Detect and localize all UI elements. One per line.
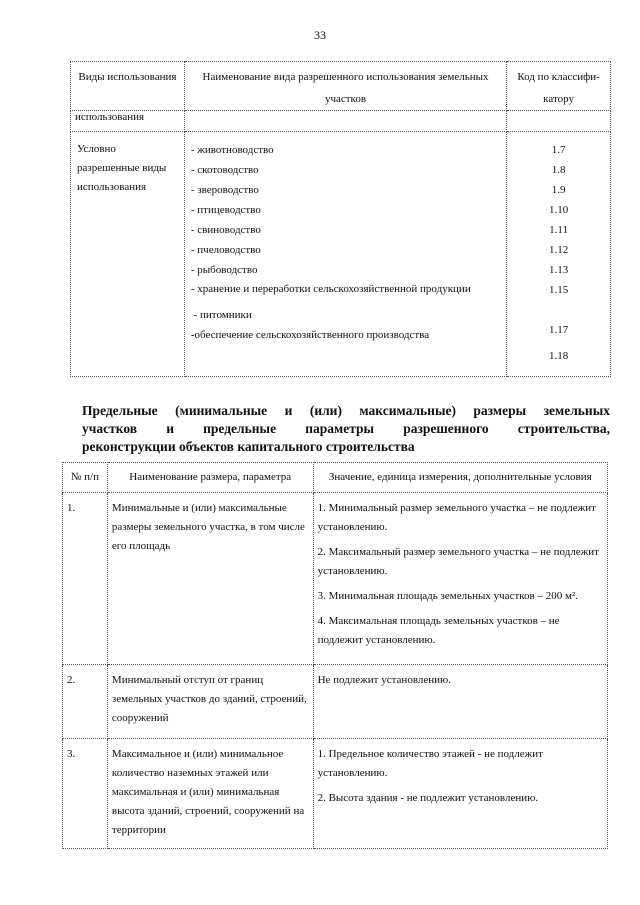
header-param-name: Наименование размера, параметра <box>107 463 313 493</box>
list-item: - рыбоводство <box>190 264 258 276</box>
condition-text: 2. Высота здания - не подлежит установлению. <box>317 792 539 804</box>
parameters-table <box>62 462 608 849</box>
code-item: 1.11 <box>549 224 568 236</box>
header-use-name: Наименование вида разрешенного использования земельных участков <box>184 62 506 111</box>
param-value <box>313 493 607 665</box>
code-item: 1.10 <box>548 204 569 216</box>
table-row <box>71 132 611 377</box>
list-item: - животноводство <box>190 144 274 156</box>
code-item: 1.9 <box>551 184 566 196</box>
list-item: - пчеловодство <box>190 244 261 256</box>
use-list <box>184 132 506 377</box>
heading-line: Предельные (минимальные и (или) максимальные) размеры земельных <box>82 403 610 418</box>
list-item: -обеспечение сельскохозяйственного производства <box>190 329 430 341</box>
list-item: - свиноводство <box>190 224 261 236</box>
header-value: Значение, единица измерения, дополнительные условия <box>313 463 607 493</box>
list-item: - птицеводство <box>190 204 261 216</box>
table-row <box>63 739 608 849</box>
param-name: Максимальное и (или) минимальное количество наземных этажей или максимальная и (или) минимальная высота зданий, строений, сооружений на территории <box>107 739 313 849</box>
list-item: - хранение и переработки сельскохозяйственной продукции <box>190 283 471 295</box>
condition-text: 4. Максимальная площадь земельных участков – не подлежит установлению. <box>317 615 560 646</box>
condition-text: 3. Минимальная площадь земельных участков – 200 м². <box>317 590 578 602</box>
row-number: 2. <box>63 665 108 739</box>
code-item: 1.8 <box>551 164 566 176</box>
heading-line: реконструкции объектов капитального строительства <box>82 439 415 454</box>
table-subrow <box>71 111 611 132</box>
code-item: 1.15 <box>548 284 569 296</box>
row-number: 1. <box>63 493 108 665</box>
group-label: Условно разрешенные виды использования <box>71 132 185 377</box>
table-header-row <box>63 463 608 493</box>
code-item: 1.17 <box>548 324 569 336</box>
page-number: 33 <box>314 28 326 42</box>
condition-text: 2. Максимальный размер земельного участка – не подлежит установлению. <box>317 546 599 577</box>
permitted-use-table <box>70 61 611 377</box>
header-code: Код по классифи-катору <box>507 62 611 111</box>
row-number: 3. <box>63 739 108 849</box>
table-row <box>63 493 608 665</box>
code-list <box>507 132 611 377</box>
code-item: 1.13 <box>548 264 569 276</box>
list-item: - питомники <box>190 309 252 321</box>
param-name: Минимальные и (или) максимальные размеры земельного участка, в том числе его площадь <box>107 493 313 665</box>
heading-line: участков и предельные параметры разрешенного строительства, <box>82 421 610 436</box>
code-item: 1.7 <box>551 144 566 156</box>
subrow-label: использования <box>71 111 185 132</box>
condition-text: 1. Минимальный размер земельного участка – не подлежит установлению. <box>317 502 596 533</box>
condition-text: 1. Предельное количество этажей - не подлежит установлению. <box>317 748 543 779</box>
table-row <box>63 665 608 739</box>
header-num: № п/п <box>63 463 108 493</box>
table-header-row <box>71 62 611 111</box>
list-item: - звероводство <box>190 184 259 196</box>
condition-text: Не подлежит установлению. <box>317 674 451 686</box>
header-types: Виды использования <box>71 62 185 111</box>
list-item: - скотоводство <box>190 164 259 176</box>
param-name: Минимальный отступ от границ земельных участков до зданий, строений, сооружений <box>107 665 313 739</box>
param-value <box>313 665 607 739</box>
code-item: 1.18 <box>548 350 569 362</box>
code-item: 1.12 <box>548 244 569 256</box>
section-heading <box>82 402 610 456</box>
param-value <box>313 739 607 849</box>
